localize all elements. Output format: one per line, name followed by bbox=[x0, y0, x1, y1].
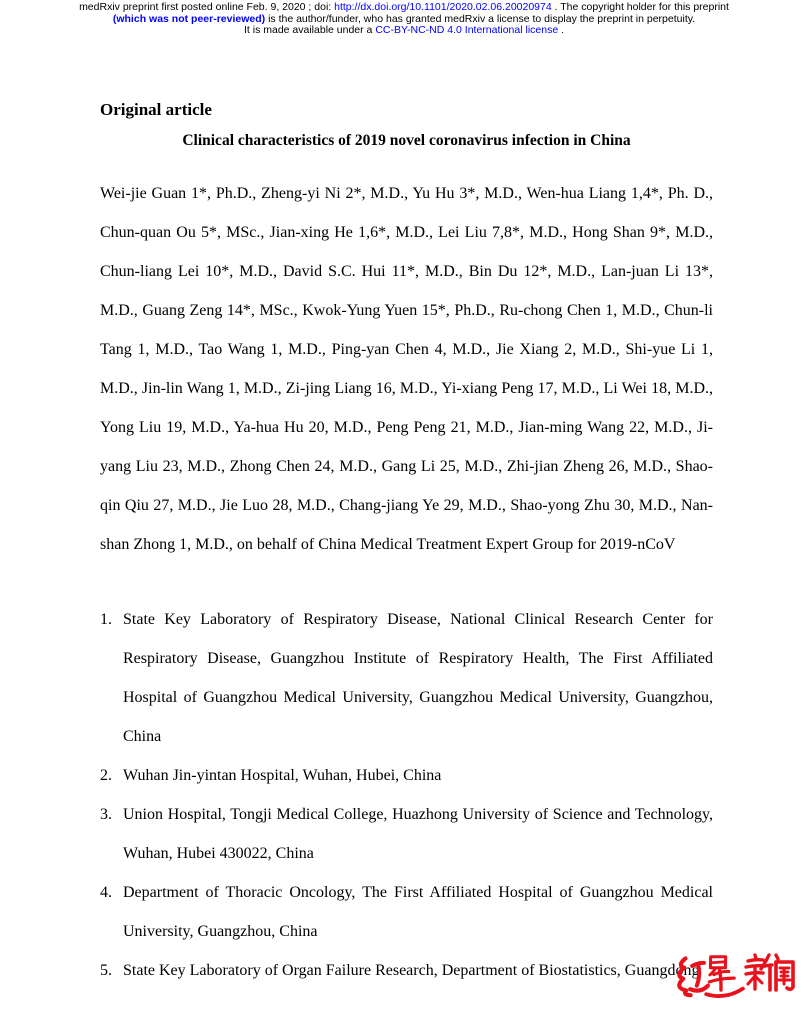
banner-line-3 bbox=[0, 25, 808, 37]
doi-link[interactable]: http://dx.doi.org/10.1101/2020.02.06.20020974 bbox=[334, 1, 552, 13]
affiliation-number: 5. bbox=[100, 962, 112, 979]
logo-char-xing bbox=[704, 955, 744, 997]
affiliation-item bbox=[100, 795, 713, 873]
banner-line2-rest: is the author/funder, who has granted medRxiv a license to display the preprint in perpetuity. bbox=[265, 12, 696, 25]
banner-line3-suffix: . bbox=[558, 24, 565, 36]
banner-line1-prefix: medRxiv preprint first posted online Feb. 9, 2020 ; doi: bbox=[79, 1, 335, 13]
logo-char-wen bbox=[776, 955, 793, 990]
affiliation-number: 2. bbox=[100, 767, 112, 784]
red-star-news-logo bbox=[672, 950, 796, 1004]
banner-line3-prefix: It is made available under a bbox=[243, 24, 376, 36]
affiliation-text: State Key Laboratory of Organ Failure Research, Department of Biostatistics, Guangdong bbox=[123, 962, 700, 979]
affiliation-text: State Key Laboratory of Respiratory Disease, National Clinical Research Center for Respiratory Disease, Guangzhou Institute of Respiratory Health, The First Affiliated Hospital of Guangzhou Medical University, Guangzhou Medical University, Guangzhou, China bbox=[123, 611, 713, 745]
medrxiv-banner bbox=[0, 2, 808, 37]
affiliation-text: Wuhan Jin-yintan Hospital, Wuhan, Hubei, China bbox=[123, 767, 442, 784]
affiliation-item bbox=[100, 600, 713, 756]
affiliation-text: Department of Thoracic Oncology, The First Affiliated Hospital of Guangzhou Medical University, Guangzhou, China bbox=[123, 884, 713, 940]
affiliation-number: 1. bbox=[100, 611, 112, 628]
paper-title: Clinical characteristics of 2019 novel coronavirus infection in China bbox=[182, 132, 631, 149]
section-heading: Original article bbox=[100, 100, 212, 119]
affiliation-item bbox=[100, 951, 713, 990]
affiliation-number: 3. bbox=[100, 806, 112, 823]
affiliation-item bbox=[100, 756, 713, 795]
article-content bbox=[100, 99, 713, 990]
affiliation-item bbox=[100, 873, 713, 951]
author-list: Wei-jie Guan 1*, Ph.D., Zheng-yi Ni 2*, M.D., Yu Hu 3*, M.D., Wen-hua Liang 1,4*, Ph. D., Chun-quan Ou 5*, MSc., Jian-xing He 1,6*, M.D., Lei Liu 7,8*, M.D., Hong Shan 9*, M.D., Chun-liang Lei 10*, M.D., David S.C. Hui 11*, M.D., Bin Du 12*, M.D., Lan-juan Li 13*, M.D., Guang Zeng 14*, MSc., Kwok-Yung Yuen 15*, Ph.D., Ru-chong Chen 1, M.D., Chun-li Tang 1, M.D., Tao Wang 1, M.D., Ping-yan Chen 4, M.D., Jie Xiang 2, M.D., Shi-yue Li 1, M.D., Jin-lin Wang 1, M.D., Zi-jing Liang 16, M.D., Yi-xiang Peng 17, M.D., Li Wei 18, M.D., Yong Liu 19, M.D., Ya-hua Hu 20, M.D., Peng Peng 21, M.D., Jian-ming Wang 22, M.D., Ji-yang Liu 23, M.D., Zhong Chen 24, M.D., Gang Li 25, M.D., Zhi-jian Zheng 26, M.D., Shao-qin Qiu 27, M.D., Jie Luo 28, M.D., Chang-jiang Ye 29, M.D., Shao-yong Zhu 30, M.D., Nan-shan Zhong 1, M.D., on behalf of China Medical Treatment Expert Group for 2019-nCoV bbox=[100, 185, 713, 553]
not-peer-reviewed-note: (which was not peer-reviewed) bbox=[112, 12, 266, 25]
affiliation-text: Union Hospital, Tongji Medical College, Huazhong University of Science and Technology, Wuhan, Hubei 430022, China bbox=[123, 806, 713, 862]
logo-char-xin bbox=[746, 955, 772, 990]
license-link[interactable]: CC-BY-NC-ND 4.0 International license bbox=[375, 24, 559, 36]
banner-line1-suffix: . The copyright holder for this preprint bbox=[551, 1, 729, 13]
affiliation-number: 4. bbox=[100, 884, 112, 901]
affiliation-list bbox=[100, 600, 713, 990]
logo-char-hong bbox=[677, 957, 709, 996]
